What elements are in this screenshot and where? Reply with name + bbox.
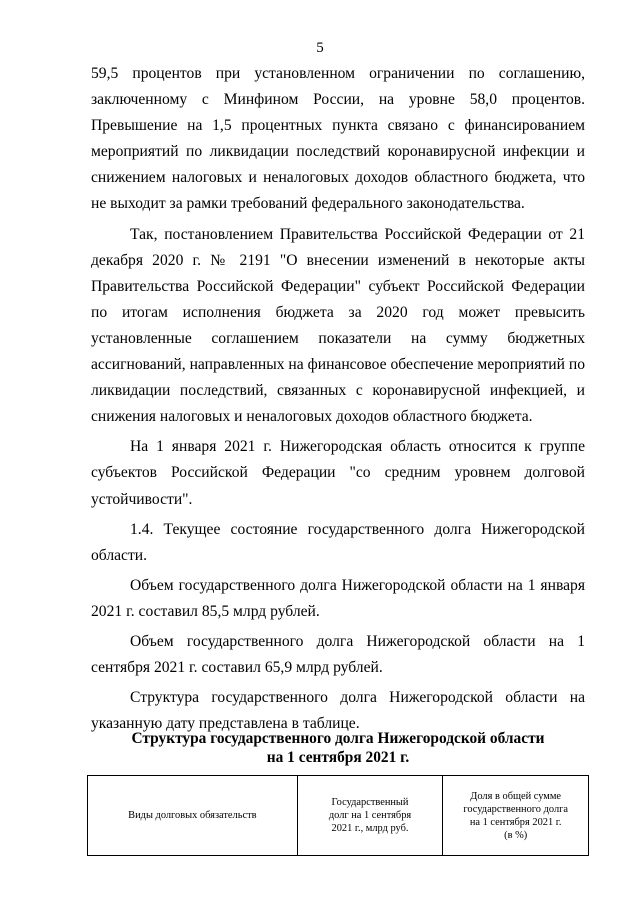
header-debt-share-line: Доля в общей сумме — [470, 790, 562, 802]
table-title — [91, 729, 585, 767]
header-debt-amount — [297, 776, 443, 856]
paragraph-2: Так, постановлением Правительства Российской Федерации от 21 декабря 2020 г. № 2191 "О внесении изменений в некоторые акты Правительства Российской Федерации" субъект Российской Федерации по итогам исполнения бюджета за 2020 год может превысить установленные соглашением показатели на сумму бюджетных ассигнований, направленных на финансовое обеспечение мероприятий по ликвидации последствий, связанных с коронавирусной инфекцией, и снижения налоговых и неналоговых доходов областного бюджета. — [91, 225, 585, 426]
paragraph-4: 1.4. Текущее состояние государственного долга Нижегородской области. — [91, 520, 585, 564]
paragraph-3: На 1 января 2021 г. Нижегородская область относится к группе субъектов Российской Федерации "со средним уровнем долговой устойчивости". — [91, 438, 585, 508]
header-debt-share-line: государственного долга — [463, 803, 569, 815]
document-body — [91, 61, 585, 737]
header-debt-amount-line: 2021 г., млрд руб. — [331, 823, 409, 834]
debt-structure-table — [87, 775, 589, 856]
table-header-row — [88, 776, 589, 856]
header-debt-share-line: на 1 сентября 2021 г. — [469, 816, 562, 828]
paragraph-1: 59,5 процентов при установленном ограничении по соглашению, заключенному с Минфином России, на уровне 58,0 процентов. Превышение на 1,5 процентных пункта связано с финансированием мероприятий по ликвидации последствий коронавирусной инфекции и снижением налоговых и неналоговых доходов областного бюджета, что не выходит за рамки требований федерального законодательства. — [91, 65, 585, 213]
table-title-line-2: на 1 сентября 2021 г. — [266, 749, 410, 766]
paragraph-6: Объем государственного долга Нижегородской области на 1 сентября 2021 г. составил 65,9 млрд рублей. — [91, 632, 585, 677]
paragraph-7: Структура государственного долга Нижегородской области на указанную дату представлена в таблице. — [91, 689, 585, 733]
header-debt-amount-line: долг на 1 сентября — [328, 810, 412, 821]
header-debt-type: Виды долговых обязательств — [88, 776, 298, 856]
header-debt-share — [443, 776, 589, 856]
table-title-line-1: Структура государственного долга Нижегородской области — [131, 730, 545, 747]
paragraph-5: Объем государственного долга Нижегородской области на 1 января 2021 г. составил 85,5 млрд рублей. — [91, 576, 585, 620]
header-debt-amount-line: Государственный — [331, 797, 409, 808]
page-number: 5 — [316, 40, 324, 56]
header-debt-share-line: (в %) — [504, 829, 528, 841]
